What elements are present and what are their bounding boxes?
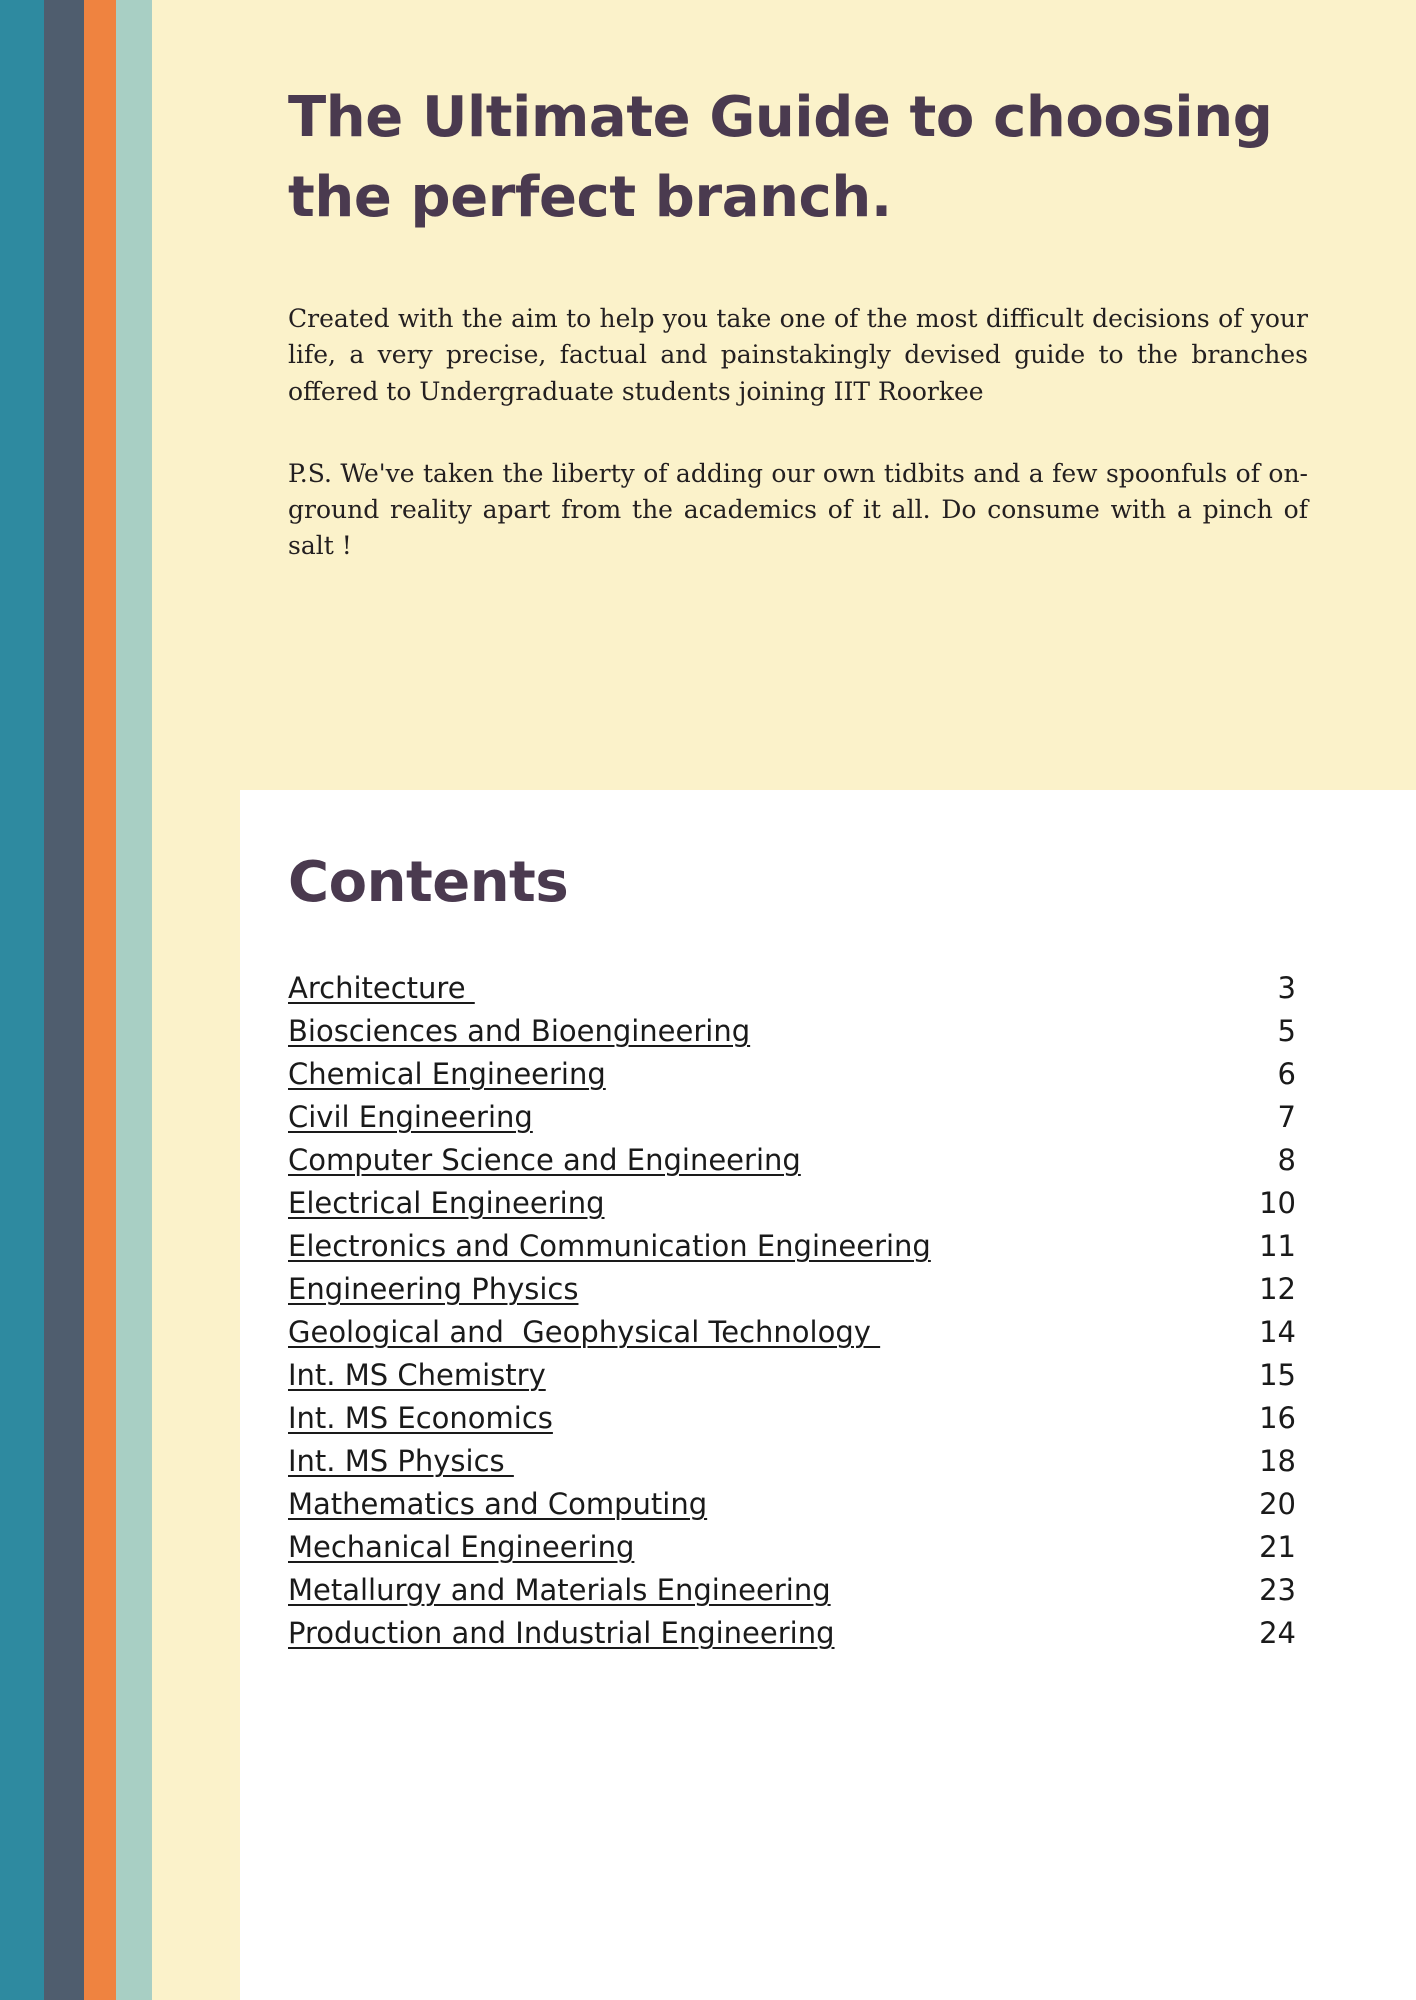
toc-entry-label[interactable]: Electronics and Communication Engineering xyxy=(288,1229,931,1263)
toc-entry-page-number: 15 xyxy=(1259,1358,1296,1392)
toc-entry-label[interactable]: Chemical Engineering xyxy=(288,1057,606,1091)
toc-entry-label[interactable]: Biosciences and Bioengineering xyxy=(288,1014,751,1048)
toc-entry[interactable] xyxy=(288,1186,1296,1220)
toc-entry-label[interactable]: Int. MS Physics xyxy=(288,1444,514,1478)
toc-entry-page-number: 14 xyxy=(1259,1315,1296,1349)
toc-entry[interactable] xyxy=(288,971,1296,1005)
contents-panel xyxy=(240,790,1416,2000)
toc-entry[interactable] xyxy=(288,1014,1296,1048)
toc-entry[interactable] xyxy=(288,1358,1296,1392)
toc-entry-label[interactable]: Int. MS Economics xyxy=(288,1401,553,1435)
toc-entry[interactable] xyxy=(288,1143,1296,1177)
toc-entry-page-number: 11 xyxy=(1259,1229,1296,1263)
toc-entry-label[interactable]: Electrical Engineering xyxy=(288,1186,605,1220)
toc-entry[interactable] xyxy=(288,1616,1296,1650)
toc-entry[interactable] xyxy=(288,1057,1296,1091)
toc-entry-label[interactable]: Computer Science and Engineering xyxy=(288,1143,801,1177)
toc-entry[interactable] xyxy=(288,1444,1296,1478)
decorative-stripe-bar xyxy=(0,0,240,2000)
page-title: The Ultimate Guide to choosing the perfect branch. xyxy=(288,85,1273,230)
postscript-paragraph: P.S. We've taken the liberty of adding our own tidbits and a few spoonfuls of on-ground reality apart from the academics of it all. Do consume with a pinch of salt ! xyxy=(288,458,1308,561)
toc-entry-label[interactable]: Metallurgy and Materials Engineering xyxy=(288,1573,831,1607)
stripe-slate xyxy=(44,0,84,2000)
stripe-mint xyxy=(116,0,152,2000)
toc-entry-page-number: 12 xyxy=(1259,1272,1296,1306)
toc-entry-label[interactable]: Engineering Physics xyxy=(288,1272,579,1306)
toc-entry[interactable] xyxy=(288,1229,1296,1263)
toc-entry-page-number: 6 xyxy=(1277,1057,1296,1091)
intro-paragraph: Created with the aim to help you take one of the most difficult decisions of your life, a very precise, factual and painstakingly devised guide to the branches offered to Undergraduate students joining IIT Roorkee xyxy=(288,304,1308,406)
cover-panel xyxy=(240,0,1416,790)
toc-entry-page-number: 5 xyxy=(1277,1014,1296,1048)
toc-entry[interactable] xyxy=(288,1272,1296,1306)
toc-entry-label[interactable]: Geological and Geophysical Technology xyxy=(288,1315,881,1349)
contents-heading: Contents xyxy=(288,850,569,915)
toc-entry-label[interactable]: Int. MS Chemistry xyxy=(288,1358,546,1392)
toc-entry-page-number: 20 xyxy=(1259,1487,1296,1521)
toc-entry[interactable] xyxy=(288,1487,1296,1521)
toc-entry-page-number: 7 xyxy=(1277,1100,1296,1134)
stripe-orange xyxy=(84,0,116,2000)
toc-entry-label[interactable]: Architecture xyxy=(288,971,475,1005)
stripe-cream xyxy=(152,0,240,2000)
toc-entry-page-number: 8 xyxy=(1277,1143,1296,1177)
toc-entry-label[interactable]: Production and Industrial Engineering xyxy=(288,1616,835,1650)
toc-entry-page-number: 3 xyxy=(1277,971,1296,1005)
toc-entry-page-number: 10 xyxy=(1259,1186,1296,1220)
toc-entry[interactable] xyxy=(288,1573,1296,1607)
toc-entry-page-number: 24 xyxy=(1259,1616,1296,1650)
toc-entry-page-number: 16 xyxy=(1259,1401,1296,1435)
toc-entry[interactable] xyxy=(288,1100,1296,1134)
toc-entry-label[interactable]: Mechanical Engineering xyxy=(288,1530,635,1564)
toc-entry[interactable] xyxy=(288,1315,1296,1349)
table-of-contents xyxy=(288,971,1296,1650)
toc-entry[interactable] xyxy=(288,1530,1296,1564)
toc-entry[interactable] xyxy=(288,1401,1296,1435)
toc-entry-page-number: 23 xyxy=(1259,1573,1296,1607)
toc-entry-page-number: 18 xyxy=(1259,1444,1296,1478)
stripe-teal xyxy=(0,0,44,2000)
toc-entry-label[interactable]: Mathematics and Computing xyxy=(288,1487,708,1521)
toc-entry-page-number: 21 xyxy=(1259,1530,1296,1564)
toc-entry-label[interactable]: Civil Engineering xyxy=(288,1100,533,1134)
